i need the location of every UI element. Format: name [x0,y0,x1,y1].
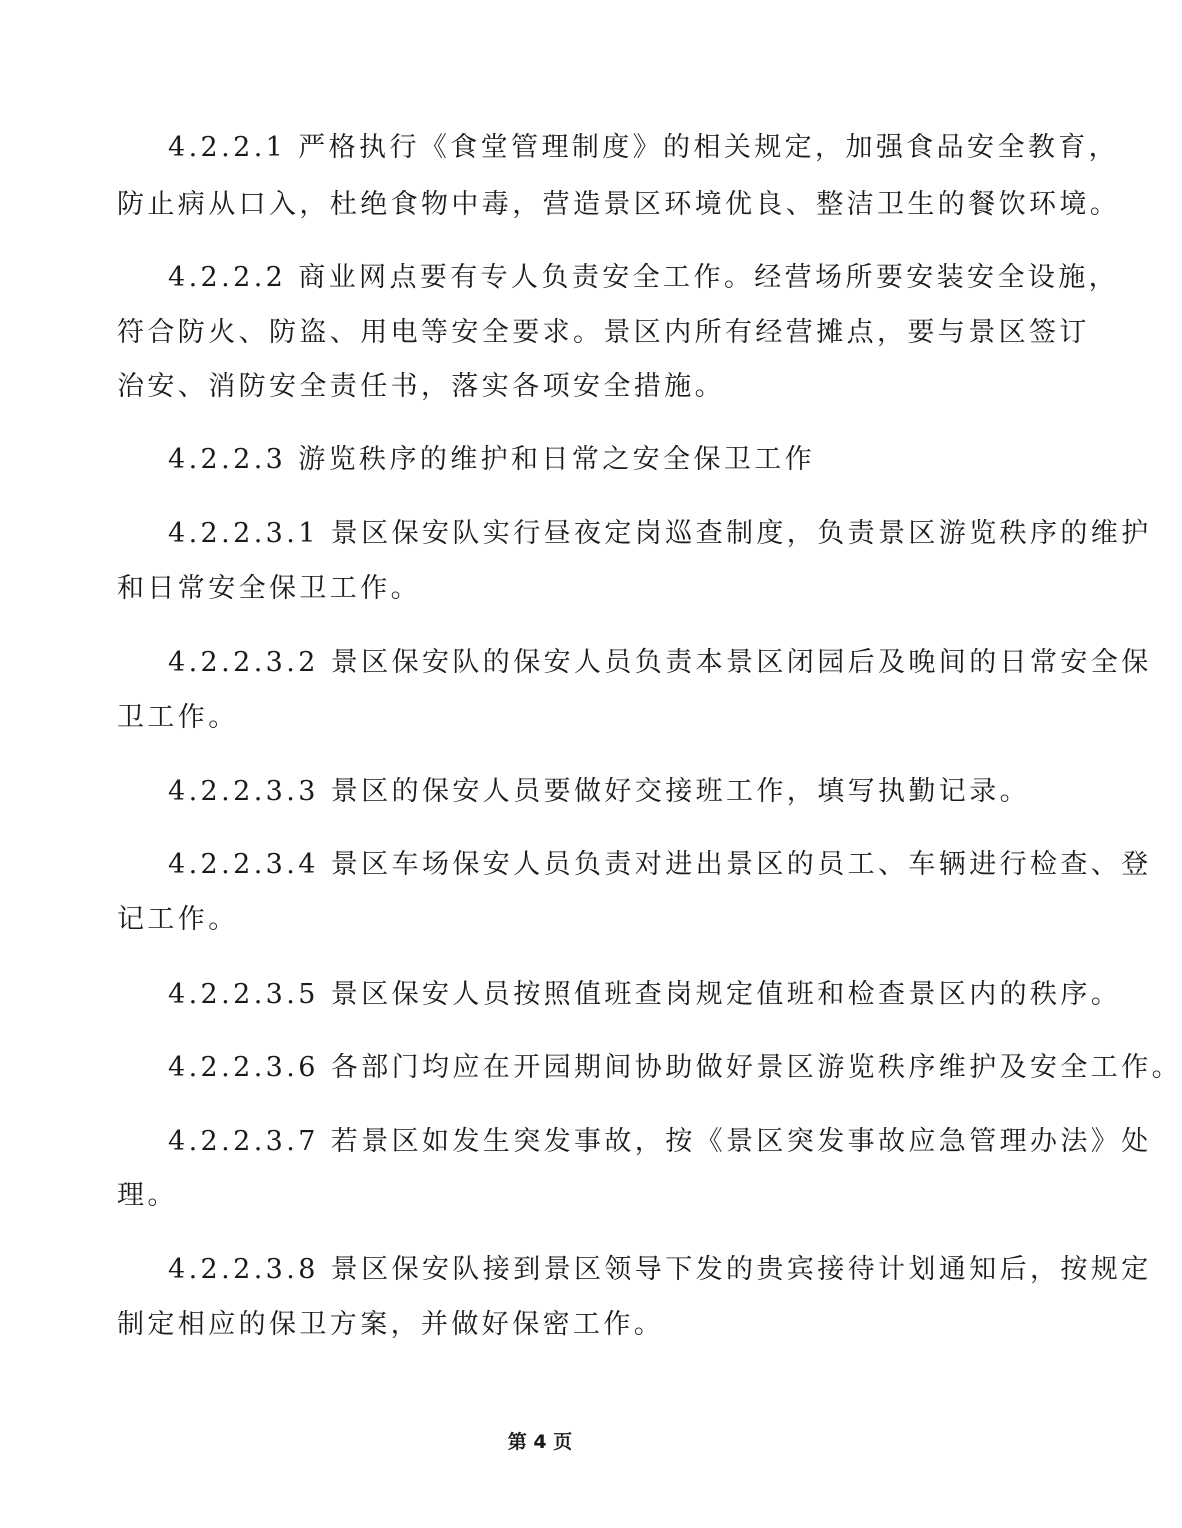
paragraph-4-2-2-3-8-line-2: 制定相应的保卫方案，并做好保密工作。 [117,1309,665,1340]
paragraph-4-2-2-3-1-line-1: 4.2.2.3.1 景区保安队实行昼夜定岗巡查制度，负责景区游览秩序的维护 [168,518,1152,549]
paragraph-4-2-2-3-4-line-2: 记工作。 [117,904,239,935]
paragraph-4-2-2-3-2-line-1: 4.2.2.3.2 景区保安队的保安人员负责本景区闭园后及晚间的日常安全保 [168,647,1152,678]
paragraph-4-2-2-3-7-line-2: 理。 [117,1180,178,1211]
page-number: 第 4 页 [507,1431,573,1453]
paragraph-4-2-2-2-line-1: 4.2.2.2 商业网点要有专人负责安全工作。经营场所要安装安全设施， [168,262,1120,293]
paragraph-4-2-2-1-line-2: 防止病从口入，杜绝食物中毒，营造景区环境优良、整洁卫生的餐饮环境。 [117,189,1121,220]
paragraph-4-2-2-1-line-1: 4.2.2.1 严格执行《食堂管理制度》的相关规定，加强食品安全教育， [168,132,1120,163]
paragraph-4-2-2-3-2-line-2: 卫工作。 [117,702,239,733]
paragraph-4-2-2-3-4-line-1: 4.2.2.3.4 景区车场保安人员负责对进出景区的员工、车辆进行检查、登 [168,849,1152,880]
paragraph-4-2-2-2-line-3: 治安、消防安全责任书，落实各项安全措施。 [117,371,725,402]
paragraph-4-2-2-3-8-line-1: 4.2.2.3.8 景区保安队接到景区领导下发的贵宾接待计划通知后，按规定 [168,1254,1152,1285]
paragraph-4-2-2-3-1-line-2: 和日常安全保卫工作。 [117,573,421,604]
heading-4-2-2-3: 4.2.2.3 游览秩序的维护和日常之安全保卫工作 [168,444,816,475]
paragraph-4-2-2-2-line-2: 符合防火、防盗、用电等安全要求。景区内所有经营摊点，要与景区签订 [117,317,1090,348]
paragraph-4-2-2-3-7-line-1: 4.2.2.3.7 若景区如发生突发事故，按《景区突发事故应急管理办法》处 [168,1126,1152,1157]
paragraph-4-2-2-3-6: 4.2.2.3.6 各部门均应在开园期间协助做好景区游览秩序维护及安全工作。 [168,1052,1182,1083]
paragraph-4-2-2-3-5: 4.2.2.3.5 景区保安人员按照值班查岗规定值班和检查景区内的秩序。 [168,979,1122,1010]
paragraph-4-2-2-3-3: 4.2.2.3.3 景区的保安人员要做好交接班工作，填写执勤记录。 [168,776,1031,807]
